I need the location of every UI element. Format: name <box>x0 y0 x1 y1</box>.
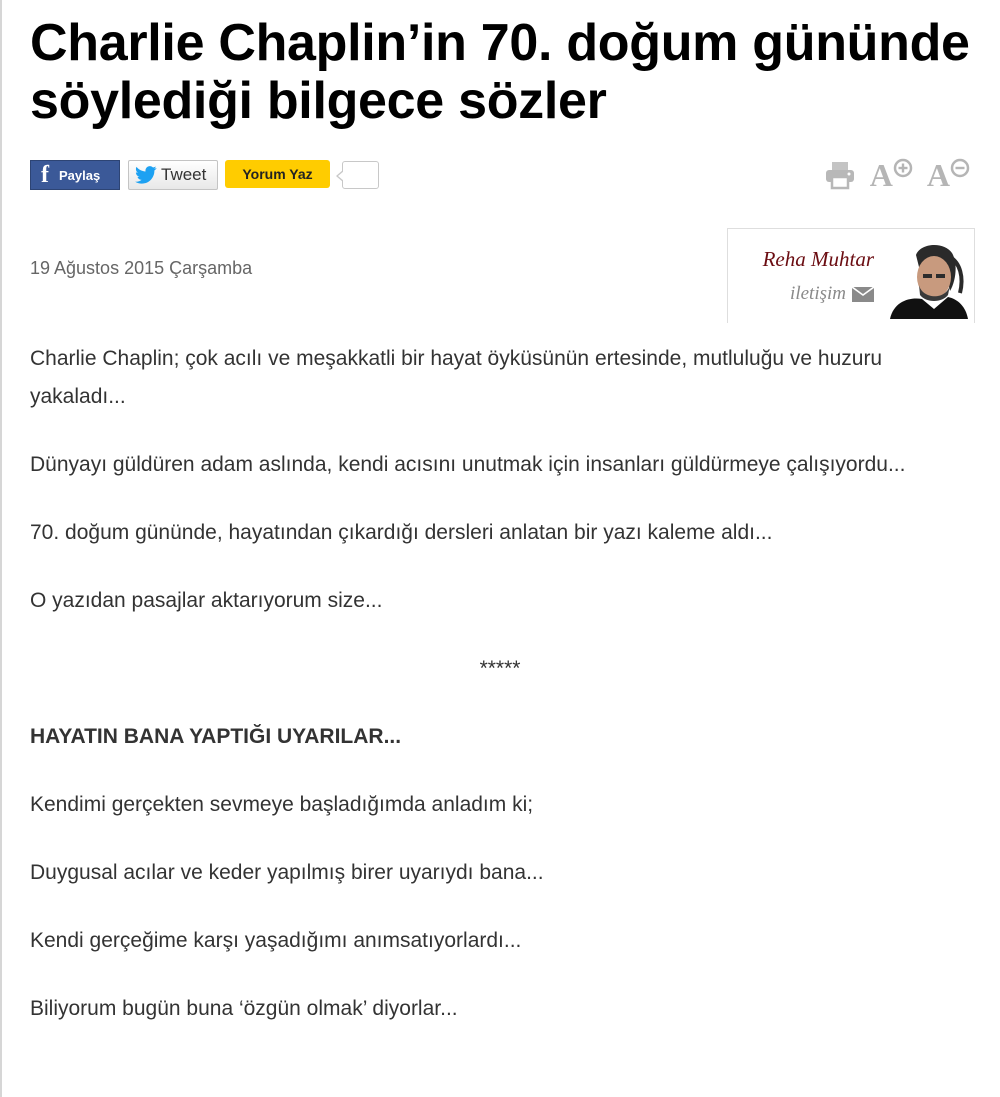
write-comment-button[interactable] <box>225 160 330 188</box>
printer-icon <box>824 160 856 190</box>
paragraph: O yazıdan pasajlar aktarıyorum size... <box>30 589 383 612</box>
tweet-button[interactable] <box>128 160 218 190</box>
comment-count-bubble[interactable] <box>342 161 379 189</box>
facebook-share-label: Paylaş <box>59 167 101 183</box>
section-separator: ***** <box>479 657 521 680</box>
plus-circle-icon <box>893 158 913 178</box>
article-title: Charlie Chaplin’in 70. doğum gününde söylediği bilgece sözler <box>30 14 970 130</box>
article-date: 19 Ağustos 2015 Çarşamba <box>30 258 253 278</box>
author-contact-link[interactable] <box>790 283 874 305</box>
author-name[interactable]: Reha Muhtar <box>762 247 874 271</box>
facebook-icon: f <box>41 162 49 188</box>
font-decrease-button[interactable] <box>927 158 970 192</box>
author-card <box>727 228 975 323</box>
avatar <box>886 237 968 319</box>
twitter-bird-icon <box>135 166 157 184</box>
paragraph: Duygusal acılar ve keder yapılmış birer uyarıydı bana... <box>30 861 544 884</box>
font-decrease-letter: A <box>926 157 950 193</box>
page-left-border <box>0 0 2 1097</box>
print-button[interactable] <box>824 160 856 190</box>
facebook-share-button[interactable] <box>30 160 120 190</box>
article-body <box>30 340 970 1058</box>
envelope-icon <box>852 287 874 302</box>
section-heading: HAYATIN BANA YAPTIĞI UYARILAR... <box>30 725 402 748</box>
paragraph: Biliyorum bugün buna ‘özgün olmak’ diyorlar... <box>30 997 458 1020</box>
font-increase-button[interactable] <box>870 158 913 192</box>
tweet-label: Tweet <box>161 165 207 184</box>
author-contact-label: iletişim <box>790 283 846 304</box>
paragraph: 70. doğum gününde, hayatından çıkardığı dersleri anlatan bir yazı kaleme aldı... <box>30 521 773 544</box>
paragraph: Dünyayı güldüren adam aslında, kendi acısını unutmak için insanları güldürmeye çalışıyordu... <box>30 453 906 476</box>
article-tools <box>810 156 970 194</box>
paragraph: Charlie Chaplin; çok acılı ve meşakkatli bir hayat öyküsünün ertesinde, mutluluğu ve huzuru yakaladı... <box>30 347 883 408</box>
paragraph: Kendi gerçeğime karşı yaşadığımı anımsatıyorlardı... <box>30 929 522 952</box>
paragraph: Kendimi gerçekten sevmeye başladığımda anladım ki; <box>30 793 534 816</box>
minus-circle-icon <box>950 158 970 178</box>
write-comment-label: Yorum Yaz <box>242 166 313 182</box>
font-increase-letter: A <box>869 157 893 193</box>
